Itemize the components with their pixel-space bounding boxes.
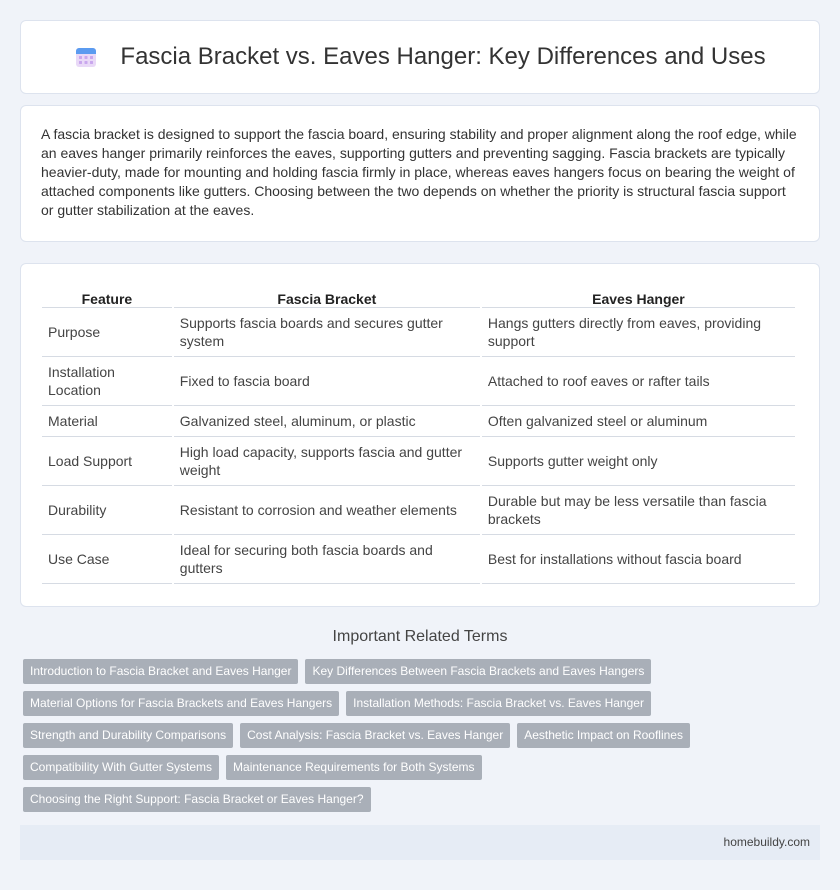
related-term-tag[interactable]: Introduction to Fascia Bracket and Eaves Hanger [23, 659, 298, 684]
table-cell-feature: Material [42, 406, 172, 437]
related-term-tag[interactable]: Aesthetic Impact on Rooflines [517, 723, 690, 748]
related-terms-heading: Important Related Terms [332, 628, 508, 645]
table-cell-eaves-hanger: Supports gutter weight only [482, 437, 795, 486]
table-row [42, 406, 795, 437]
table-cell-feature: Use Case [42, 535, 172, 584]
table-cell-feature: Installation Location [42, 357, 172, 406]
footer [20, 825, 820, 860]
table-header-row [42, 286, 795, 308]
table-cell-fascia-bracket: Supports fascia boards and secures gutter system [174, 308, 480, 357]
table-cell-eaves-hanger: Often galvanized steel or aluminum [482, 406, 795, 437]
table-row [42, 437, 795, 486]
title-card [20, 20, 820, 94]
table-row [42, 486, 795, 535]
related-term-tag[interactable]: Key Differences Between Fascia Brackets and Eaves Hangers [305, 659, 651, 684]
table-cell-eaves-hanger: Best for installations without fascia board [482, 535, 795, 584]
column-header-feature: Feature [42, 286, 172, 308]
related-term-tag[interactable]: Choosing the Right Support: Fascia Bracket or Eaves Hanger? [23, 787, 371, 812]
table-cell-fascia-bracket: High load capacity, supports fascia and gutter weight [174, 437, 480, 486]
table-cell-feature: Purpose [42, 308, 172, 357]
table-cell-eaves-hanger: Durable but may be less versatile than fascia brackets [482, 486, 795, 535]
related-term-tag[interactable]: Maintenance Requirements for Both Systems [226, 755, 481, 780]
table-row [42, 308, 795, 357]
column-header-eaves-hanger: Eaves Hanger [482, 286, 795, 308]
table-cell-fascia-bracket: Resistant to corrosion and weather elements [174, 486, 480, 535]
table-cell-feature: Durability [42, 486, 172, 535]
page-title: Fascia Bracket vs. Eaves Hanger: Key Differences and Uses [120, 43, 766, 70]
table-cell-fascia-bracket: Galvanized steel, aluminum, or plastic [174, 406, 480, 437]
table-row [42, 357, 795, 406]
table-cell-eaves-hanger: Hangs gutters directly from eaves, providing support [482, 308, 795, 357]
intro-card [20, 105, 820, 242]
related-terms-list [23, 659, 803, 819]
table-cell-eaves-hanger: Attached to roof eaves or rafter tails [482, 357, 795, 406]
intro-paragraph: A fascia bracket is designed to support the fascia board, ensuring stability and proper alignment along the roof edge, while an eaves hanger primarily reinforces the eaves, supporting gutters and preventing sagging. Fascia brackets are typically heavier-duty, made for mounting and holding fascia firmly in place, whereas eaves hangers focus on bearing the weight of attached components like gutters. Choosing between the two depends on whether the priority is structural fascia support or gutter stabilization at the eaves. [41, 126, 797, 218]
comparison-table-card [20, 263, 820, 607]
calendar-icon [74, 45, 98, 69]
related-term-tag[interactable]: Cost Analysis: Fascia Bracket vs. Eaves Hanger [240, 723, 510, 748]
related-term-tag[interactable]: Compatibility With Gutter Systems [23, 755, 219, 780]
table-row [42, 535, 795, 584]
related-term-tag[interactable]: Strength and Durability Comparisons [23, 723, 233, 748]
related-term-tag[interactable]: Installation Methods: Fascia Bracket vs. Eaves Hanger [346, 691, 651, 716]
related-term-tag[interactable]: Material Options for Fascia Brackets and Eaves Hangers [23, 691, 339, 716]
table-cell-feature: Load Support [42, 437, 172, 486]
footer-site-link[interactable]: homebuildy.com [723, 835, 810, 849]
column-header-fascia-bracket: Fascia Bracket [174, 286, 480, 308]
table-cell-fascia-bracket: Fixed to fascia board [174, 357, 480, 406]
table-cell-fascia-bracket: Ideal for securing both fascia boards and gutters [174, 535, 480, 584]
comparison-table [40, 286, 797, 584]
